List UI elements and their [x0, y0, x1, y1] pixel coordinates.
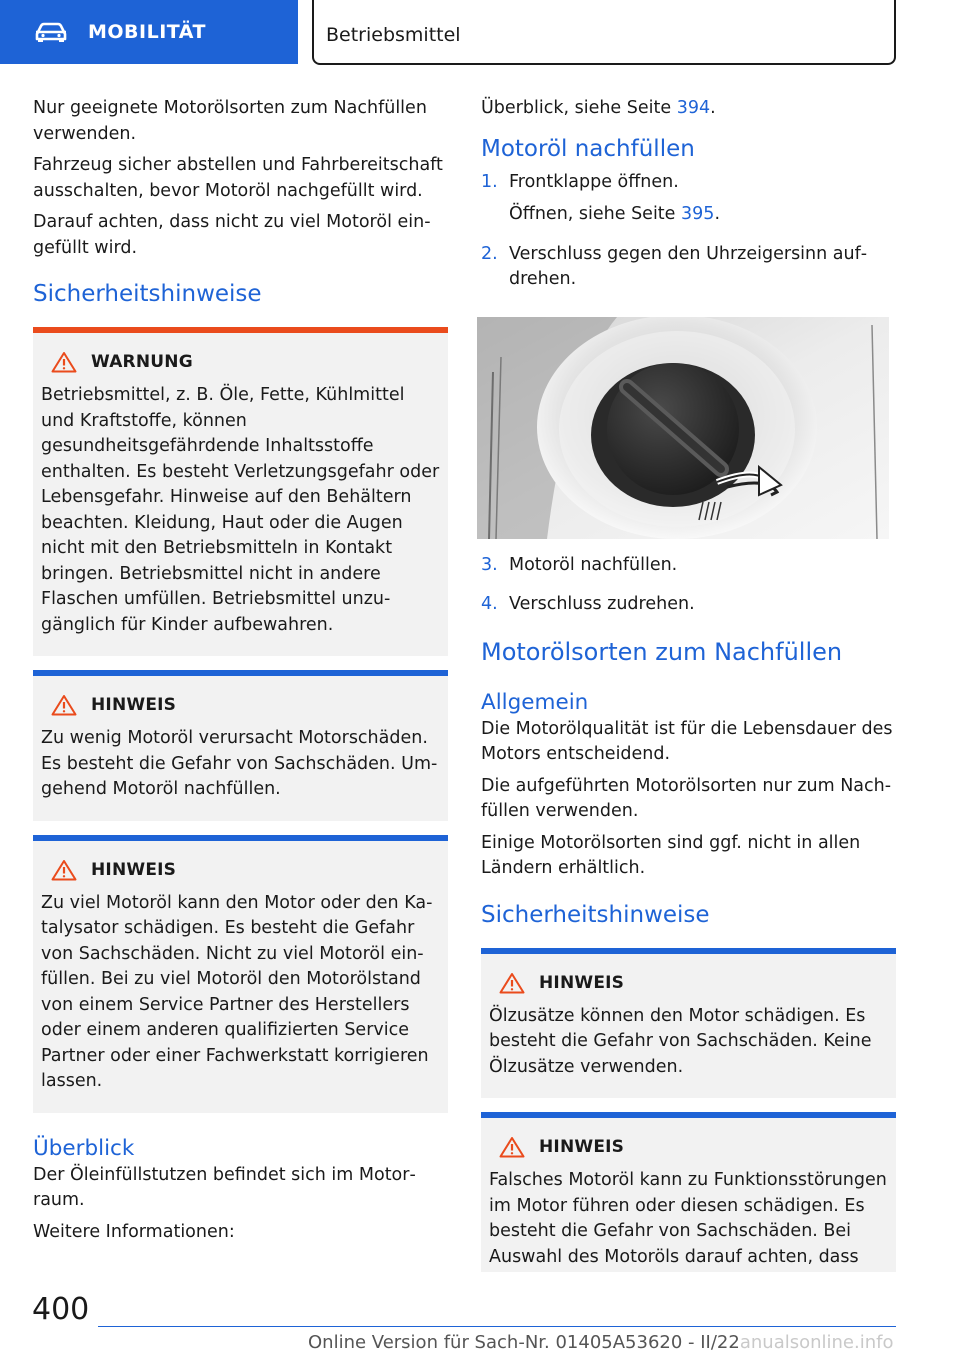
notice-box: [481, 1112, 896, 1272]
step-number: 1.: [481, 171, 498, 192]
notice-text: Ölzusätze können den Motor schädigen. Es besteht die Gefahr von Sachschäden. Keine Ölzusätze verwenden.: [489, 1005, 872, 1077]
notice-text: Zu viel Motoröl kann den Motor oder den Katalysator schädigen. Es besteht die Gefahr von Sachschäden. Nicht zu viel Motoröl einfüllen. Bei zu viel Motoröl den Motorölstand von einem Service Partner des Herstellers oder einem anderen qualifizierten Service Partner oder einer Fachwerkstatt korrigieren lassen.: [41, 892, 433, 1091]
intro-paragraph: Fahrzeug sicher abstellen und Fahrbereitschaft ausschalten, bevor Motoröl nachgefüllt wird.: [33, 155, 443, 201]
section-tab: [0, 0, 298, 64]
safety-heading: Sicherheitshinweise: [481, 901, 710, 928]
notice-title: HINWEIS: [539, 972, 625, 993]
list-item: [481, 242, 896, 300]
refill-heading: Motoröl nachfüllen: [481, 135, 695, 162]
car-icon: [34, 21, 68, 43]
overview-heading: Überblick: [33, 1135, 135, 1161]
step-number: 2.: [481, 243, 498, 264]
footer-online-version: [308, 1332, 894, 1353]
warning-triangle-icon: [499, 972, 525, 994]
step-subtext-prefix: Öffnen, siehe Seite: [509, 204, 676, 224]
overview-text: Der Öleinfüllstutzen befindet sich im Motorraum.: [33, 1164, 416, 1210]
list-item: [481, 170, 896, 235]
chapter-title: Betriebsmittel: [326, 24, 461, 46]
safety-heading: Sicherheitshinweise: [33, 281, 262, 307]
refill-steps: [481, 170, 896, 300]
step-text: Frontklappe öffnen.: [509, 171, 679, 192]
step-subtext: Öffnen, siehe Seite 395.: [509, 204, 721, 224]
warning-title: WARNUNG: [91, 352, 193, 372]
notice-text: Falsches Motoröl kann zu Funktionsstörungen im Motor führen oder diesen schädigen. Es besteht die Gefahr von Sachschäden. Bei Auswahl des Motoröls darauf achten, dass: [489, 1170, 887, 1267]
oil-cap-illustration: [477, 317, 889, 539]
notice-title: HINWEIS: [539, 1137, 625, 1157]
general-paragraph: Die aufgeführten Motorölsorten nur zum Nachfüllen verwenden.: [481, 775, 892, 821]
right-column: [481, 96, 896, 1272]
chapter-header: [312, 0, 896, 65]
step-text: Motoröl nachfüllen.: [509, 554, 678, 575]
step-number: 3.: [481, 554, 498, 575]
watermark-text: anualsonline.info: [739, 1332, 894, 1353]
general-paragraph: Die Motorölqualität ist für die Lebensdauer des Motors entscheidend.: [481, 718, 893, 764]
online-version-text: Online Version für Sach-Nr. 01405A53620 - II/22: [308, 1332, 740, 1353]
footer-divider: [98, 1326, 896, 1327]
warning-text: Betriebsmittel, z. B. Öle, Fette, Kühlmittel und Kraftstoffe, können gesundheitsgefährdende Inhaltsstoffe enthalten. Es besteht Verletzungsgefahr oder Lebensgefahr. Hinweise auf den Behältern beachten. Kleidung, Haut oder die Augen nicht mit den Betriebsmitteln in Kontakt bringen. Betriebsmittel nicht in andere Flaschen umfüllen. Betriebsmittel unzugänglich für Kinder aufbewahren.: [41, 385, 440, 635]
warning-triangle-icon: [51, 859, 77, 881]
page-link-395[interactable]: 395: [681, 204, 715, 224]
notice-title: HINWEIS: [91, 695, 177, 715]
left-column: [33, 96, 448, 1251]
notice-box: [33, 670, 448, 821]
warning-triangle-icon: [499, 1136, 525, 1158]
page-number: 400: [32, 1292, 90, 1327]
overview-reference: Überblick, siehe Seite 394.: [481, 98, 716, 118]
step-text: Verschluss gegen den Uhrzeigersinn aufdrehen.: [509, 243, 868, 289]
page-link-394[interactable]: 394: [676, 98, 711, 118]
warning-box: [33, 327, 448, 656]
general-paragraph: Einige Motorölsorten sind ggf. nicht in allen Ländern erhältlich.: [481, 832, 861, 878]
intro-paragraph: Nur geeignete Motorölsorten zum Nachfüllen verwenden.: [33, 98, 427, 144]
step-number: 4.: [481, 594, 498, 614]
step-text: Verschluss zudrehen.: [509, 594, 695, 614]
section-title: MOBILITÄT: [88, 21, 206, 43]
oil-types-heading: Motorölsorten zum Nachfüllen: [481, 637, 843, 666]
refill-steps-continued: [481, 553, 896, 625]
general-heading: Allgemein: [481, 689, 589, 715]
notice-title: HINWEIS: [91, 859, 177, 880]
warning-triangle-icon: [51, 694, 77, 716]
overview-ref-text: Überblick, siehe Seite: [481, 98, 672, 118]
more-info-text: Weitere Informationen:: [33, 1221, 235, 1242]
warning-triangle-icon: [51, 351, 77, 373]
notice-box: [33, 835, 448, 1113]
notice-box: [481, 948, 896, 1099]
notice-text: Zu wenig Motoröl verursacht Motorschäden. Es besteht die Gefahr von Sachschäden. Umgehend Motoröl nachfüllen.: [41, 728, 438, 799]
list-item: [481, 553, 896, 586]
intro-paragraph: Darauf achten, dass nicht zu viel Motoröl eingefüllt wird.: [33, 212, 431, 258]
list-item: [481, 592, 896, 625]
